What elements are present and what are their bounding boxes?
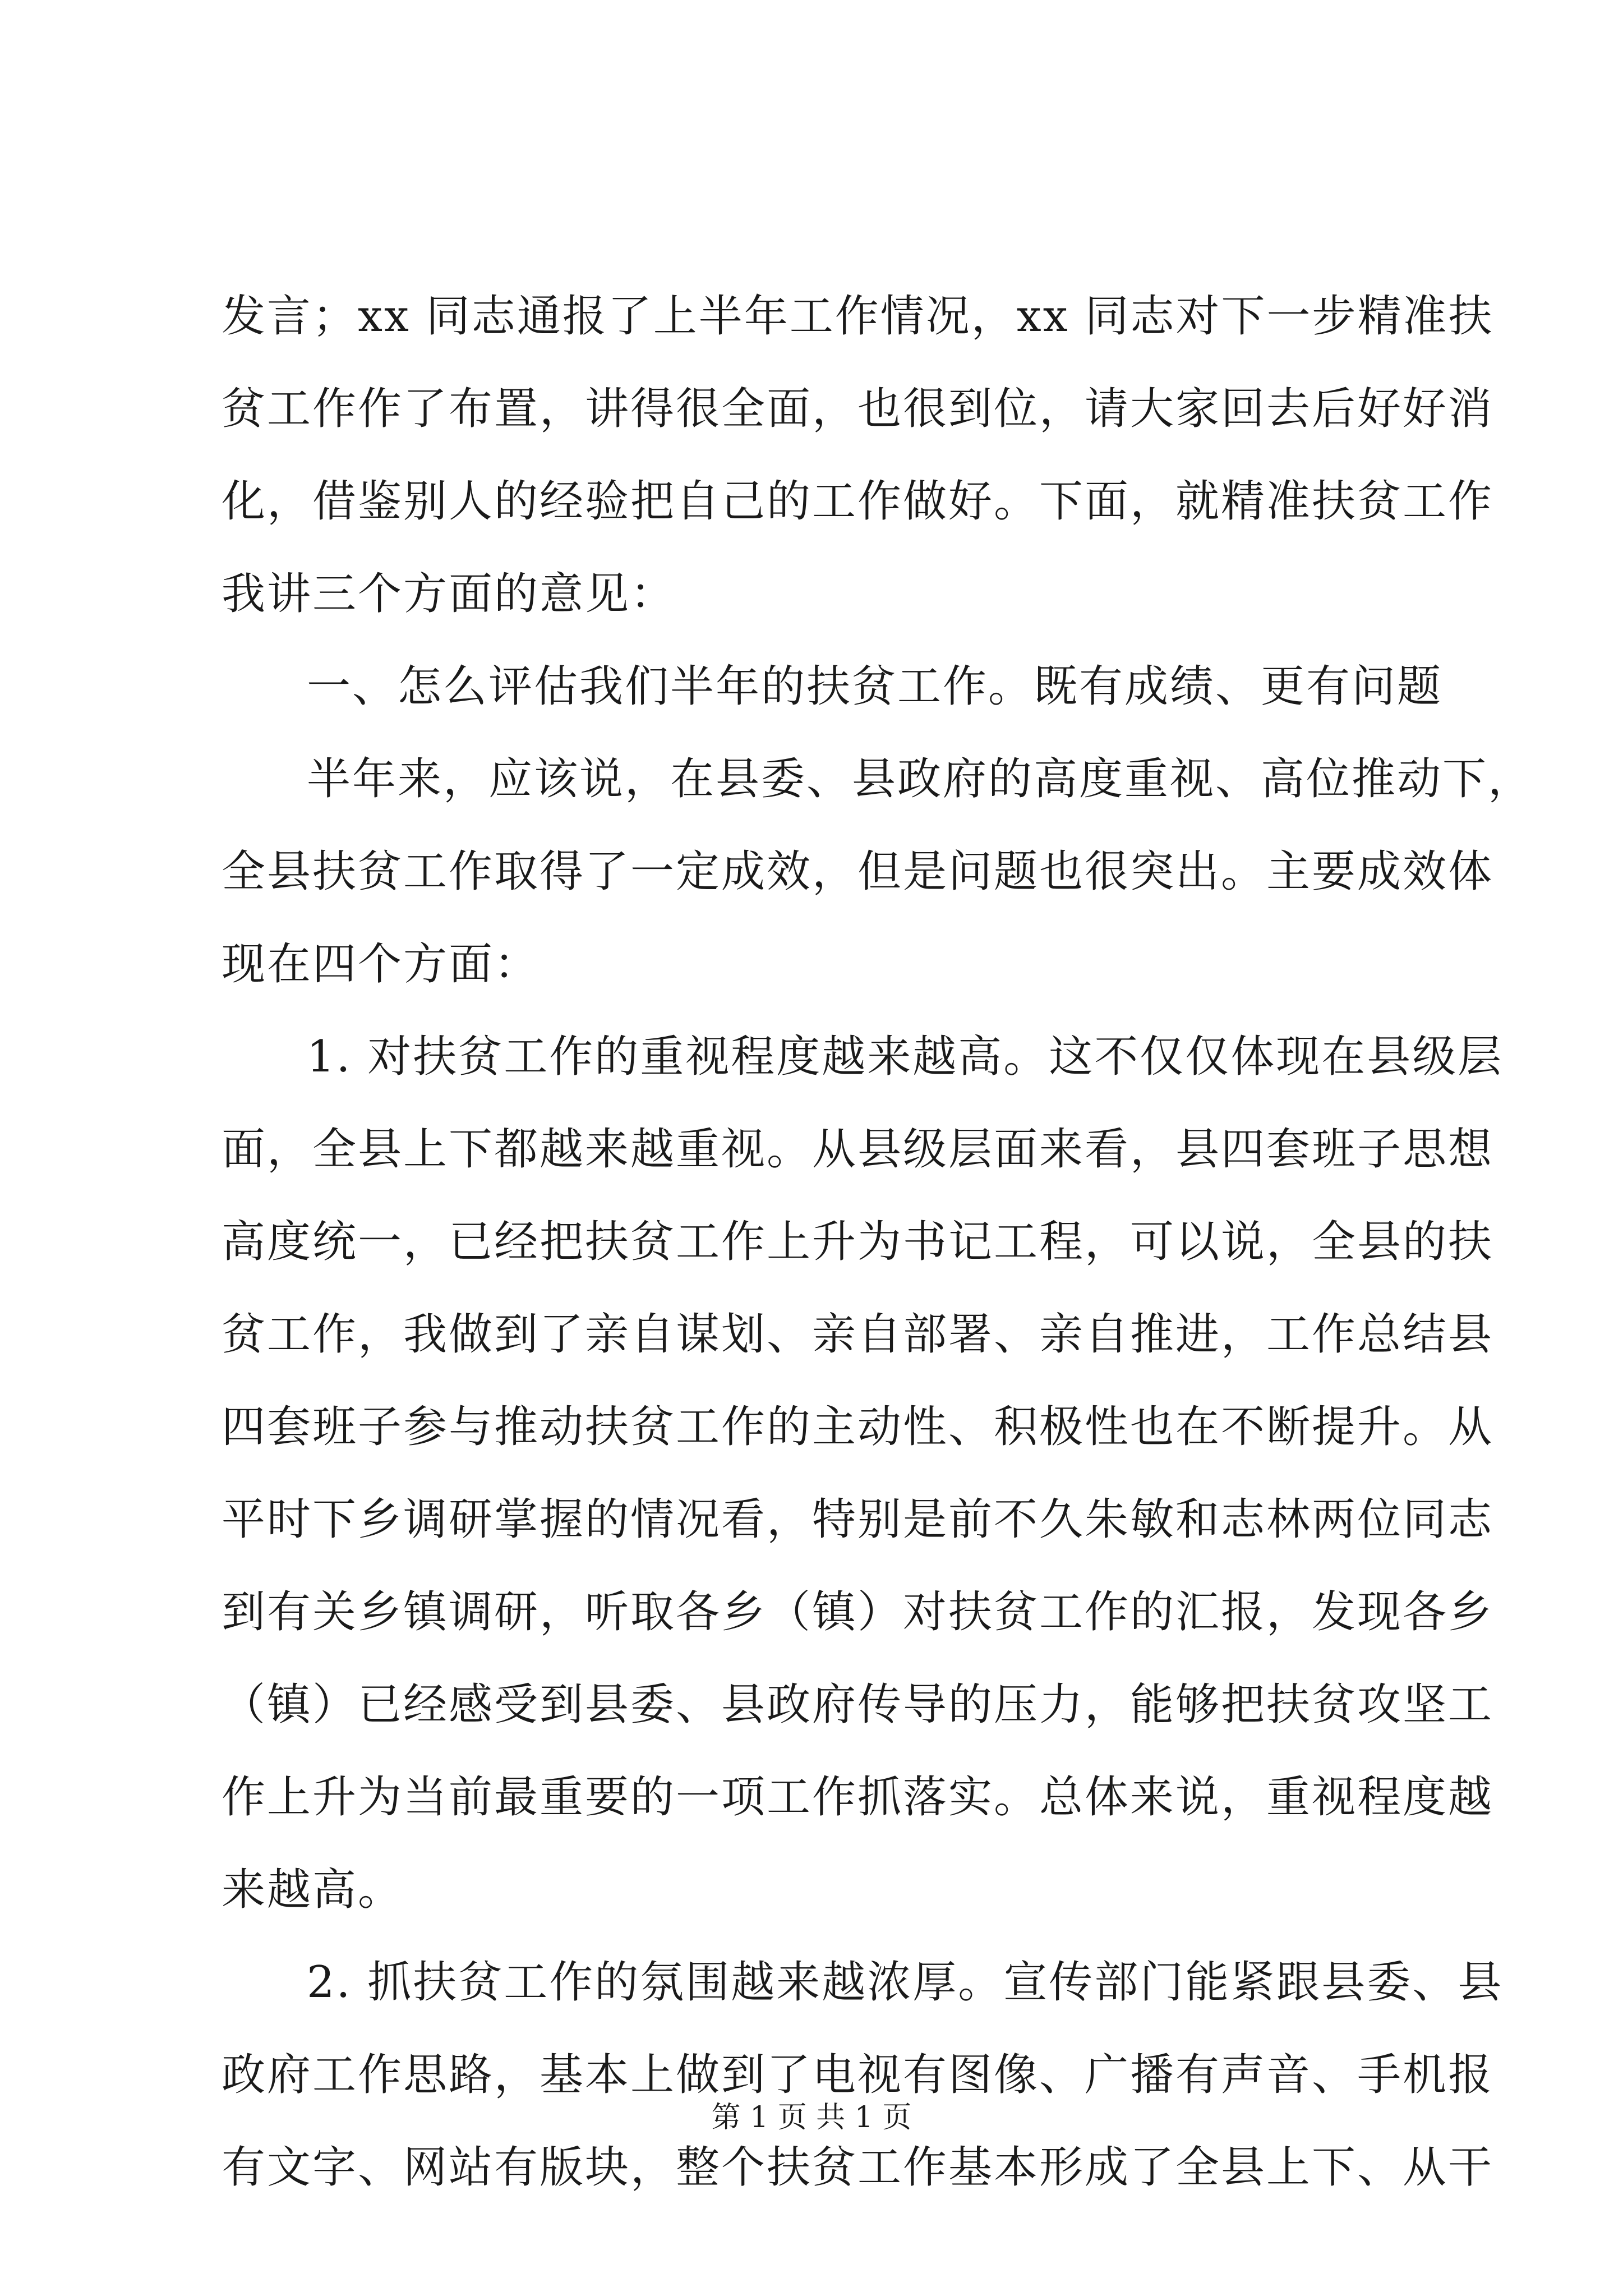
text-line: 贫工作，我做到了亲自谋划、亲自部署、亲自推进，工作总结县 (222, 1309, 1494, 1360)
text-line: 化，借鉴别人的经验把自己的工作做好。下面，就精准扶贫工作 (222, 476, 1494, 527)
text-line: 到有关乡镇调研，听取各乡（镇）对扶贫工作的汇报，发现各乡 (222, 1587, 1494, 1637)
text-line: 半年来，应该说，在县委、县政府的高度重视、高位推动下， (307, 754, 1534, 804)
text-line: 现在四个方面： (222, 939, 540, 990)
text-line: 四套班子参与推动扶贫工作的主动性、积极性也在不断提升。从 (222, 1402, 1494, 1452)
text-line: 我讲三个方面的意见： (222, 569, 676, 619)
text-line: 贫工作作了布置，讲得很全面，也很到位，请大家回去后好好消 (222, 384, 1494, 434)
text-line: 全县扶贫工作取得了一定成效，但是问题也很突出。主要成效体 (222, 846, 1494, 897)
text-line: 1. 对扶贫工作的重视程度越来越高。这不仅仅体现在县级层 (307, 1032, 1504, 1082)
text-line: 平时下乡调研掌握的情况看，特别是前不久朱敏和志林两位同志 (222, 1494, 1494, 1545)
text-line: 政府工作思路，基本上做到了电视有图像、广播有声音、手机报 (222, 2050, 1494, 2100)
section-heading: 一、怎么评估我们半年的扶贫工作。既有成绩、更有问题 (307, 661, 1443, 712)
text-line: 发言；xx 同志通报了上半年工作情况，xx 同志对下一步精准扶 (222, 291, 1494, 342)
text-line: 高度统一，已经把扶贫工作上升为书记工程，可以说，全县的扶 (222, 1217, 1494, 1267)
text-line: （镇）已经感受到县委、县政府传导的压力，能够把扶贫攻坚工 (222, 1680, 1494, 1730)
document-body (222, 270, 1534, 2214)
text-line: 面，全县上下都越来越重视。从县级层面来看，县四套班子思想 (222, 1124, 1494, 1175)
text-line: 来越高。 (222, 1865, 404, 1915)
text-line: 有文字、网站有版块，整个扶贫工作基本形成了全县上下、从干 (222, 2142, 1494, 2193)
text-line: 作上升为当前最重要的一项工作抓落实。总体来说，重视程度越 (222, 1772, 1494, 1823)
page-footer: 第 1 页 共 1 页 (711, 2101, 912, 2134)
text-line: 2. 抓扶贫工作的氛围越来越浓厚。宣传部门能紧跟县委、县 (307, 1957, 1504, 2008)
